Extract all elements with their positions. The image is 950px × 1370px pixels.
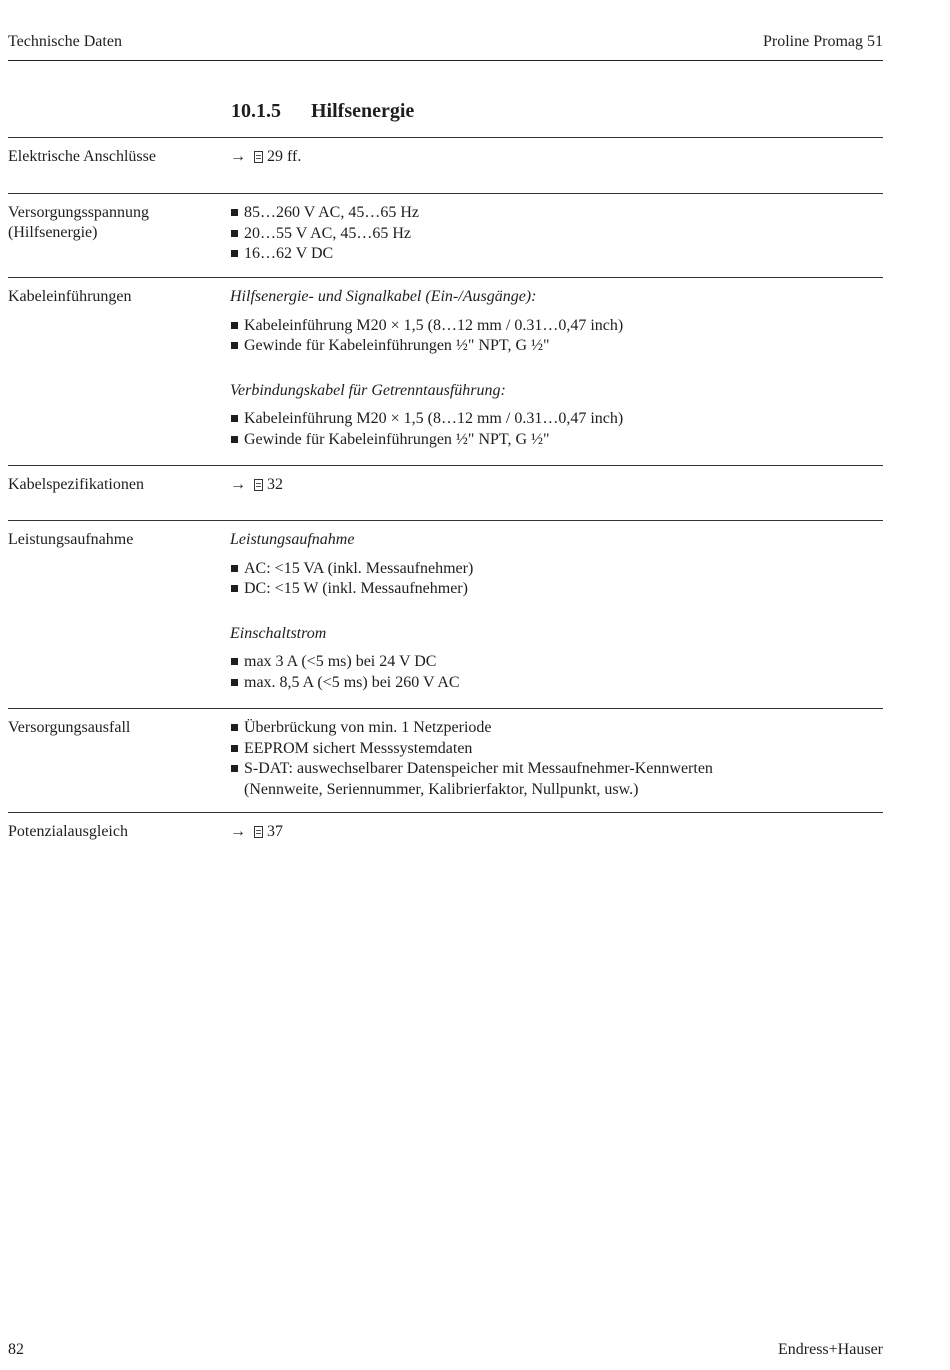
page-ref-text: 37 — [267, 823, 283, 840]
list-item: Überbrückung von min. 1 Netzperiode — [230, 718, 883, 739]
list-item: Kabeleinführung M20 × 1,5 (8…12 mm / 0.31…0,47 inch) — [230, 316, 883, 337]
cable-list-1 — [230, 316, 883, 357]
power-list — [230, 559, 883, 600]
list-item: max 3 A (<5 ms) bei 24 V DC — [230, 652, 883, 673]
subheading: Leistungsaufnahme — [230, 531, 355, 548]
arrow-icon: → — [230, 148, 246, 165]
footer-brand: Endress+Hauser — [778, 1341, 883, 1358]
list-item-text: S-DAT: auswechselbarer Datenspeicher mit Messaufnehmer-Kennwerten — [244, 760, 713, 777]
header-product: Proline Promag 51 — [763, 33, 883, 50]
header-chapter: Technische Daten — [8, 33, 122, 50]
list-item: Gewinde für Kabeleinführungen ½" NPT, G ½" — [230, 430, 883, 451]
row-content — [230, 203, 883, 277]
spec-table — [8, 137, 883, 862]
subheading: Verbindungskabel für Getrenntausführung: — [230, 381, 506, 399]
row-content — [230, 822, 883, 862]
row-elektrische-anschluesse — [8, 137, 883, 193]
row-versorgungsspannung — [8, 193, 883, 277]
row-kabelspezifikationen — [8, 465, 883, 520]
list-item: EEPROM sichert Messsystemdaten — [230, 739, 883, 760]
list-item: 85…260 V AC, 45…65 Hz — [230, 203, 883, 224]
arrow-icon: → — [230, 476, 246, 493]
row-content — [230, 147, 883, 193]
row-label-line2: (Hilfsenergie) — [8, 224, 98, 241]
header-rule — [8, 60, 883, 61]
row-label: Elektrische Anschlüsse — [8, 148, 156, 165]
row-content — [230, 475, 883, 520]
failure-list — [230, 718, 883, 800]
list-item: AC: <15 VA (inkl. Messaufnehmer) — [230, 559, 883, 580]
subheading: Einschaltstrom — [230, 624, 327, 642]
list-item-continuation: (Nennweite, Seriennummer, Kalibrierfaktor, Nullpunkt, usw.) — [244, 780, 639, 798]
voltage-list — [230, 203, 883, 265]
page-icon — [254, 826, 263, 838]
list-item: 16…62 V DC — [230, 244, 883, 265]
row-content — [230, 287, 883, 465]
page-reference[interactable] — [230, 475, 283, 496]
page-icon — [254, 151, 263, 163]
list-item — [230, 759, 883, 800]
list-item: Kabeleinführung M20 × 1,5 (8…12 mm / 0.31…0,47 inch) — [230, 409, 883, 430]
row-label: Leistungsaufnahme — [8, 531, 134, 548]
row-label — [8, 203, 230, 277]
page-number: 82 — [8, 1341, 24, 1358]
row-content — [230, 530, 883, 708]
section-name: Hilfsenergie — [311, 100, 415, 122]
row-content — [230, 718, 883, 812]
inrush-list — [230, 652, 883, 693]
page-reference[interactable] — [230, 147, 301, 168]
page-icon — [254, 479, 263, 491]
page-reference[interactable] — [230, 822, 283, 843]
page-ref-text: 29 ff. — [267, 148, 302, 165]
list-item: DC: <15 W (inkl. Messaufnehmer) — [230, 579, 883, 600]
list-item: Gewinde für Kabeleinführungen ½" NPT, G ½" — [230, 336, 883, 357]
subheading: Hilfsenergie- und Signalkabel (Ein-/Ausgänge): — [230, 288, 537, 305]
row-kabeleinfuehrungen — [8, 277, 883, 465]
row-label: Versorgungsausfall — [8, 719, 131, 736]
arrow-icon: → — [230, 823, 246, 840]
row-label: Potenzialausgleich — [8, 823, 128, 840]
page-ref-text: 32 — [267, 476, 283, 493]
list-item: 20…55 V AC, 45…65 Hz — [230, 224, 883, 245]
section-number: 10.1.5 — [231, 100, 281, 122]
row-versorgungsausfall — [8, 708, 883, 812]
section-title — [231, 98, 414, 124]
row-label-line1: Versorgungsspannung — [8, 204, 150, 221]
row-potenzialausgleich — [8, 812, 883, 862]
row-label: Kabelspezifikationen — [8, 476, 144, 493]
row-leistungsaufnahme — [8, 520, 883, 708]
row-label: Kabeleinführungen — [8, 288, 132, 305]
list-item: max. 8,5 A (<5 ms) bei 260 V AC — [230, 673, 883, 694]
cable-list-2 — [230, 409, 883, 450]
